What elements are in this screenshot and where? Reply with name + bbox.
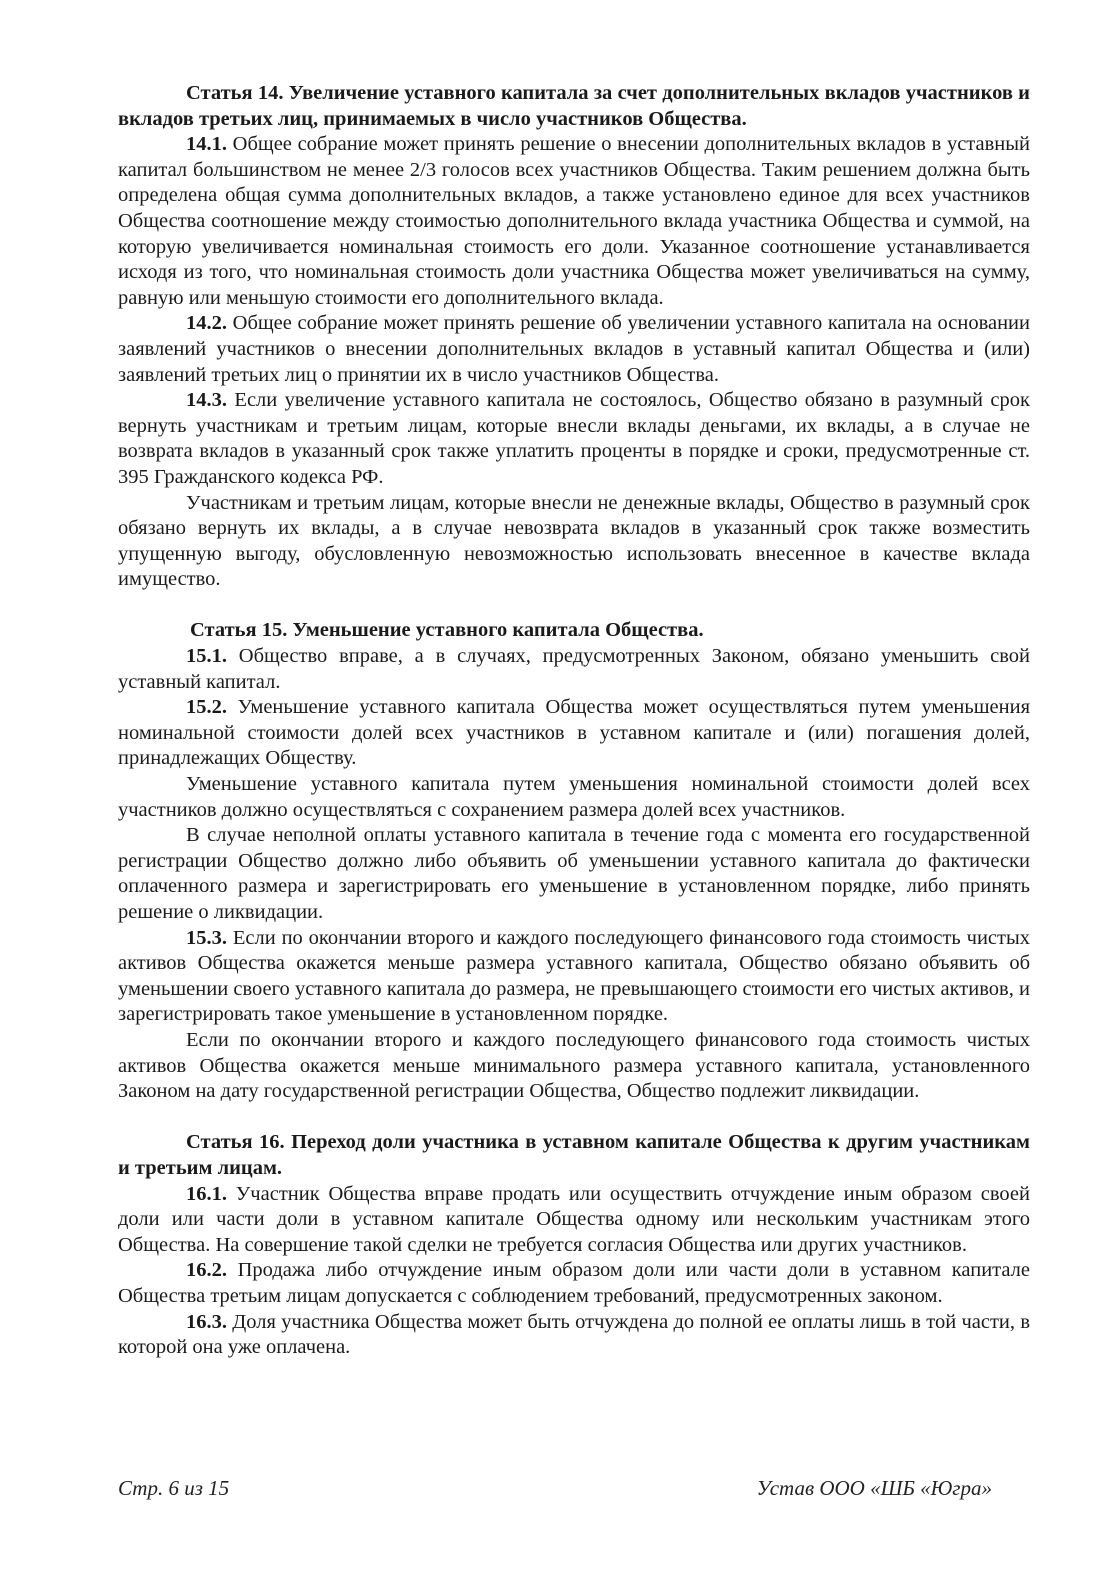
clause-14-3-continued: Участникам и третьим лицам, которые внесли не денежные вклады, Общество в разумный срок обязано вернуть их вклады, а в случае невозврата вкладов в указанный срок также возместить упущенную выгоду, обусловленную невозможностью использовать внесенное в качестве вклада имущество. [118, 491, 1030, 591]
clause-15-2-unpaid: В случае неполной оплаты уставного капитала в течение года с момента его государственной регистрации Общество должно либо объявить об уменьшении уставного капитала до фактически оплаченного размера и зарегистрировать его уменьшение в установленном порядке, либо принять решение о ликвидации. [118, 824, 1030, 923]
page-footer [118, 1476, 992, 1501]
clause-14-2: 14.2. Общее собрание может принять решение об увеличении уставного капитала на основании заявлений участников о внесении дополнительных вкладов в уставный капитал Общества и (или) заявлений третьих лиц о принятии их в число участников Общества. [118, 312, 1030, 386]
article-14 [118, 81, 1030, 593]
article-heading: Статья 14. Увеличение уставного капитала за счет дополнительных вкладов участников и вкладов третьих лиц, принимаемых в число участников Общества. [118, 82, 1030, 130]
clause-14-1: 14.1. Общее собрание может принять решение о внесении дополнительных вкладов в уставный капитал большинством не менее 2/3 голосов всех участников Общества. Таким решением должна быть определена общая сумма дополнительных вкладов, а также установлено единое для всех участников Общества соотношение между стоимостью дополнительного вклада участника Общества и суммой, на которую увеличивается номинальная стоимость его доли. Указанное соотношение устанавливается исходя из того, что номинальная стоимость доли участника Общества может увеличиваться на сумму, равную или меньшую стоимости его дополнительного вклада. [118, 133, 1030, 309]
clause-15-1: 15.1. Общество вправе, а в случаях, предусмотренных Законом, обязано уменьшить свой уставный капитал. [118, 645, 1030, 693]
document-title: Устав ООО «ШБ «Югра» [756, 1476, 992, 1500]
clause-15-3: 15.3. Если по окончании второго и каждого последующего финансового года стоимость чистых активов Общества окажется меньше размера уставного капитала, Общество обязано объявить об уменьшении своего уставного капитала до размера, не превышающего стоимости его чистых активов, и зарегистрировать такое уменьшение в установленном порядке. [118, 926, 1030, 1026]
section-spacer [118, 1105, 1030, 1131]
clause-16-1: 16.1. Участник Общества вправе продать или осуществить отчуждение иным образом своей доли или части доли в уставном капитале Общества одному или нескольким участникам этого Общества. На совершение такой сделки не требуется согласия Общества или других участников. [118, 1182, 1030, 1256]
page-number: Стр. 6 из 15 [118, 1476, 230, 1500]
article-15 [118, 618, 1030, 1104]
document-page [118, 81, 1030, 1361]
clause-15-3-continued: Если по окончании второго и каждого последующего финансового года стоимость чистых активов Общества окажется меньше минимального размера уставного капитала, установленного Законом на дату государственной регистрации Общества, Общество подлежит ликвидации. [118, 1028, 1030, 1103]
clause-16-2: 16.2. Продажа либо отчуждение иным образом доли или части доли в уставном капитале Общества третьим лицам допускается с соблюдением требований, предусмотренных законом. [118, 1259, 1030, 1307]
article-heading: Статья 15. Уменьшение уставного капитала Общества. [190, 619, 704, 642]
clause-15-2-continued: Уменьшение уставного капитала путем уменьшения номинальной стоимости долей всех участников должно осуществляться с сохранением размера долей всех участников. [118, 773, 1030, 821]
clause-16-3: 16.3. Доля участника Общества может быть отчуждена до полной ее оплаты лишь в той части, в которой она уже оплачена. [118, 1310, 1030, 1359]
article-16 [118, 1130, 1030, 1360]
clause-14-3: 14.3. Если увеличение уставного капитала не состоялось, Общество обязано в разумный срок вернуть участникам и третьим лицам, которые внесли вклады деньгами, их вклады, а в случае не возврата вкладов в указанный срок также уплатить проценты в порядке и сроки, предусмотренные ст. 395 Гражданского кодекса РФ. [118, 389, 1030, 488]
clause-15-2: 15.2. Уменьшение уставного капитала Общества может осуществляться путем уменьшения номинальной стоимости долей всех участников в уставном капитале и (или) погашения долей, принадлежащих Обществу. [118, 696, 1030, 770]
section-spacer [118, 593, 1030, 619]
article-heading: Статья 16. Переход доли участника в уставном капитале Общества к другим участникам и третьим лицам. [118, 1131, 1030, 1179]
